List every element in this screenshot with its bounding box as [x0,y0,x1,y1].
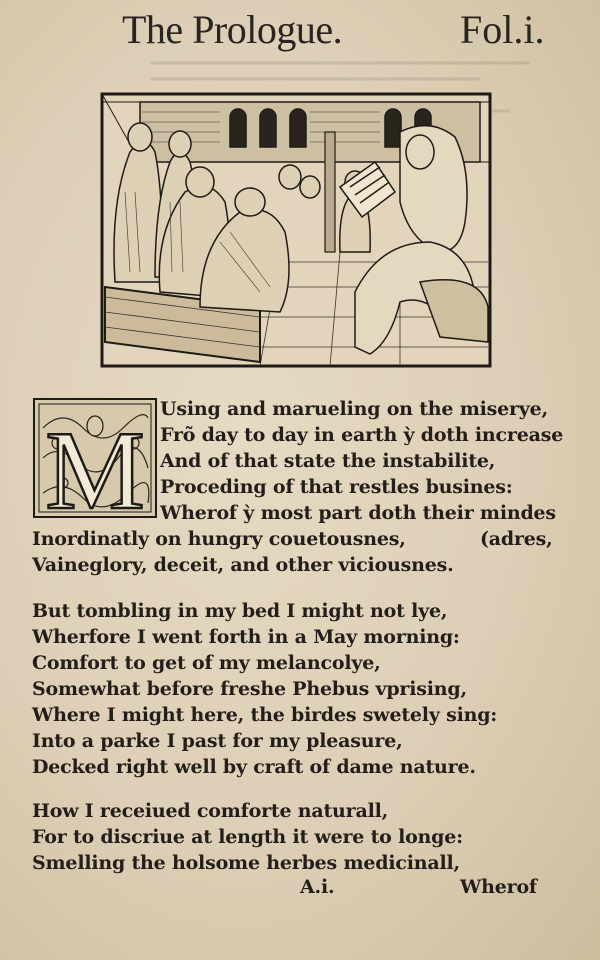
verse-line: And of that state the instabilite, [160,450,496,472]
verse-line: Where I might here, the birdes swetely sing: [32,704,498,726]
initial-letter: M [45,409,145,518]
verse-line: Inordinatly on hungry couetousnes, [32,528,406,550]
verse-line: Wherof ỳ most part doth their mindes [160,502,556,524]
verse-line: Vaineglory, deceit, and other viciousnes. [32,554,454,576]
verse-line: Somewhat before freshe Phebus vprising, [32,678,467,700]
catchword: Wherof [460,876,537,898]
verse-line: Comfort to get of my melancolye, [32,652,381,674]
signature-mark: A.i. [300,876,335,898]
verse-line: Into a parke I past for my pleasure, [32,730,403,752]
verse-line: How I receiued comforte naturall, [32,800,389,822]
page-header [0,4,600,54]
verse-line-turnover: (adres, [480,528,553,550]
verse-line: But tombling in my bed I might not lye, [32,600,448,622]
verse-line: Using and marueling on the miserye, [160,398,548,420]
folio-number: Fol.i. [460,7,545,52]
verse-line: Decked right well by craft of dame nature. [32,756,476,778]
verse-line: For to discriue at length it were to longe: [32,826,463,848]
decorated-initial [33,398,157,518]
woodcut-illustration [100,92,492,368]
verse-line: Proceding of that restles busines: [160,476,513,498]
running-title: The Prologue. [122,7,343,52]
verse-line: Smelling the holsome herbes medicinall, [32,852,460,874]
verse-line: Wherfore I went forth in a May morning: [32,626,460,648]
verse-line: Frõ day to day in earth ỳ doth increase [160,424,564,446]
